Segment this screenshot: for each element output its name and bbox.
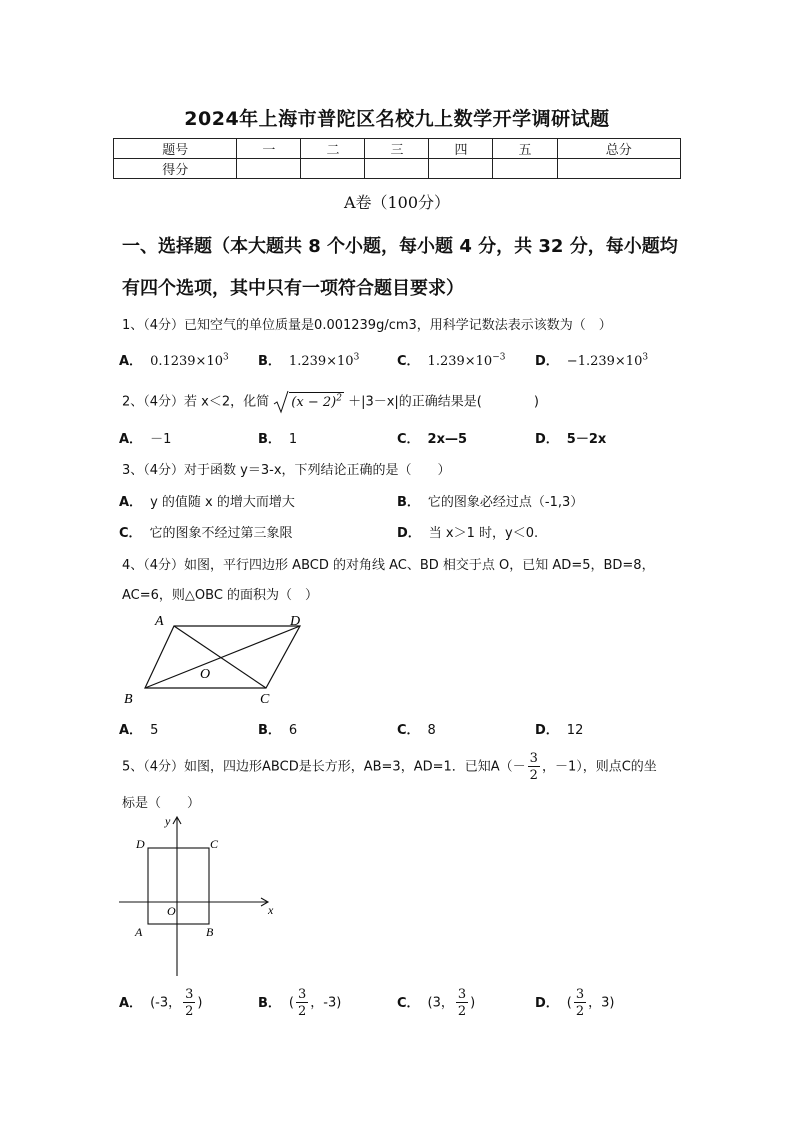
option-label: B．: [258, 354, 281, 369]
vertex-label-b: B: [206, 925, 214, 939]
question-3-option-c: [119, 522, 293, 541]
fraction-denominator: 2: [298, 1004, 307, 1019]
radicand: [289, 392, 344, 410]
section-heading: A卷（100分）: [343, 193, 451, 212]
option-label: C．: [397, 354, 420, 369]
score-header-cell: 二: [301, 139, 365, 159]
fraction-denominator: 2: [457, 1004, 467, 1019]
question-4-option-d: [535, 719, 583, 738]
score-cell: [301, 159, 365, 179]
question-2-stem: [122, 390, 539, 414]
score-cell: [557, 159, 681, 179]
option-text: 它的图象必经过点（-1,3）: [427, 495, 584, 510]
question-4-line1: 4、（4分）如图，平行四边形 ABCD 的对角线 AC、BD 相交于点 O，已知 AD=5，BD=8，: [122, 558, 655, 573]
option-text: y 的值随 x 的增大而增大: [150, 495, 295, 510]
question-5-prefix: 5、（4分）如图，四边形ABCD是长方形，AB=3，AD=1．已知A（－: [122, 759, 526, 775]
question-4-option-c: [397, 719, 436, 738]
fraction: [528, 752, 540, 782]
option-post: ，3): [588, 995, 615, 1011]
score-header-cell: 五: [493, 139, 557, 159]
part-heading-line1: 一、选择题（本大题共 8 个小题，每小题 4 分，共 32 分，每小题均: [122, 236, 678, 257]
radical-sign-icon: [273, 390, 289, 414]
question-5-option-d: [535, 988, 615, 1018]
radicand-base: (x − 2): [291, 394, 337, 410]
fraction: [183, 988, 195, 1018]
score-header-cell: 一: [237, 139, 301, 159]
question-3-option-b: [397, 491, 583, 510]
question-4-line2: AC=6，则△OBC 的面积为（ ）: [122, 588, 319, 603]
score-table: [113, 138, 681, 179]
option-label: A．: [119, 354, 143, 369]
option-exponent: −3: [492, 352, 506, 363]
fraction-denominator: 2: [529, 768, 538, 783]
vertex-label-d: D: [136, 837, 145, 851]
question-4-option-a: [119, 719, 158, 738]
question-3-option-d: [397, 522, 538, 541]
question-5-suffix: ，－1），则点C的坐: [541, 759, 657, 775]
question-4-option-b: [258, 719, 297, 738]
question-1-stem: 1、（4分）已知空气的单位质量是0.001239g/cm3，用科学记数法表示该数为（ ）: [122, 318, 612, 333]
question-3-option-a: [119, 491, 295, 510]
diagonal-ac: [174, 626, 266, 688]
option-text: 12: [566, 723, 584, 738]
score-cell: [365, 159, 429, 179]
option-text: 8: [427, 723, 436, 738]
radicand-exponent: 2: [336, 393, 342, 404]
option-label: A．: [119, 432, 143, 447]
option-text: 5: [150, 723, 159, 738]
question-1-option-d: [535, 350, 648, 369]
option-text: 1: [288, 432, 298, 447]
option-text: 2x—5: [427, 432, 468, 447]
option-math: 1.239×10: [427, 354, 493, 369]
fraction-denominator: 2: [575, 1004, 585, 1019]
vertex-label-c: C: [260, 692, 270, 707]
fraction-numerator: 3: [185, 987, 194, 1002]
question-5-option-b: [258, 988, 341, 1018]
fraction: [296, 988, 308, 1018]
option-post: ，-3): [310, 995, 342, 1011]
fraction-numerator: 3: [298, 987, 307, 1002]
option-label: D．: [535, 723, 559, 738]
score-header-cell: 三: [365, 139, 429, 159]
rectangle-abcd: [148, 848, 209, 924]
option-text: －1: [150, 432, 172, 447]
question-2-prefix: 2、（4分）若 x＜2，化简: [122, 394, 270, 410]
vertex-label-d: D: [290, 614, 301, 629]
option-label: D．: [397, 526, 421, 541]
option-label: D．: [535, 995, 559, 1011]
fraction-numerator: 3: [457, 987, 467, 1002]
axis-label-y: y: [165, 814, 171, 828]
option-label: B．: [258, 995, 281, 1011]
score-table-header-row: [114, 139, 681, 159]
option-exponent: 3: [642, 352, 649, 363]
option-label: B．: [258, 723, 281, 738]
score-table-score-row: [114, 159, 681, 179]
page-title: 2024年上海市普陀区名校九上数学开学调研试题: [184, 108, 610, 130]
option-math: 1.239×10: [288, 354, 354, 369]
option-text: 5－2x: [566, 432, 607, 447]
option-text: 当 x＞1 时，y＜0.: [428, 526, 539, 541]
score-header-cell: 四: [429, 139, 493, 159]
option-pre: (: [566, 995, 572, 1011]
vertex-label-a: A: [155, 614, 164, 629]
option-exponent: 3: [353, 352, 360, 363]
question-2-option-c: [397, 428, 467, 447]
score-row-label: 得分: [114, 159, 237, 179]
question-2-option-a: [119, 428, 171, 447]
center-label-o: O: [200, 667, 211, 682]
option-post: ): [470, 995, 476, 1011]
coordinate-figure: [115, 812, 285, 982]
score-cell: [237, 159, 301, 179]
question-1-option-b: [258, 350, 359, 369]
question-5-line2: 标是（ ）: [122, 796, 201, 811]
option-label: C．: [119, 526, 142, 541]
parallelogram-figure: [118, 606, 318, 710]
fraction-denominator: 2: [185, 1004, 194, 1019]
option-label: A．: [119, 723, 143, 738]
axis-label-x: x: [268, 903, 274, 917]
fraction-numerator: 3: [575, 987, 585, 1002]
option-label: A．: [119, 495, 143, 510]
option-pre: (-3，: [150, 995, 182, 1011]
option-pre: (3，: [427, 995, 454, 1011]
fraction: [574, 988, 586, 1018]
question-2-option-d: [535, 428, 606, 447]
vertex-label-c: C: [210, 837, 219, 851]
question-2-suffix: ＋|3－x|的正确结果是( ): [348, 394, 539, 410]
diagonal-bd: [145, 626, 300, 688]
option-math: −1.239×10: [566, 354, 643, 369]
score-header-cell: 总分: [557, 139, 681, 159]
question-5-option-c: [397, 988, 475, 1018]
option-exponent: 3: [222, 352, 229, 363]
option-label: B．: [258, 432, 281, 447]
option-math: 0.1239×10: [150, 354, 223, 369]
question-1-option-a: [119, 350, 229, 369]
question-1-option-c: [397, 350, 505, 369]
option-label: D．: [535, 432, 559, 447]
option-label: C．: [397, 723, 420, 738]
origin-label-o: O: [167, 904, 176, 918]
option-label: D．: [535, 354, 559, 369]
score-cell: [429, 159, 493, 179]
vertex-label-b: B: [124, 692, 133, 707]
option-label: C．: [397, 432, 420, 447]
fraction-numerator: 3: [529, 751, 538, 766]
option-text: 它的图象不经过第三象限: [149, 526, 293, 541]
vertex-label-a: A: [135, 925, 143, 939]
question-5-line1: [122, 752, 657, 782]
question-5-option-a: [119, 988, 202, 1018]
option-pre: (: [288, 995, 294, 1011]
question-2-option-b: [258, 428, 297, 447]
score-header-cell: 题号: [114, 139, 237, 159]
question-3-stem: 3、（4分）对于函数 y＝3-x，下列结论正确的是（ ）: [122, 463, 451, 478]
part-heading-line2: 有四个选项，其中只有一项符合题目要求）: [122, 278, 464, 299]
option-post: ): [197, 995, 203, 1011]
option-text: 6: [288, 723, 298, 738]
option-label: C．: [397, 995, 420, 1011]
option-label: A．: [119, 995, 143, 1011]
option-label: B．: [397, 495, 420, 510]
score-cell: [493, 159, 557, 179]
fraction: [456, 988, 468, 1018]
sqrt-expression: [273, 390, 344, 414]
